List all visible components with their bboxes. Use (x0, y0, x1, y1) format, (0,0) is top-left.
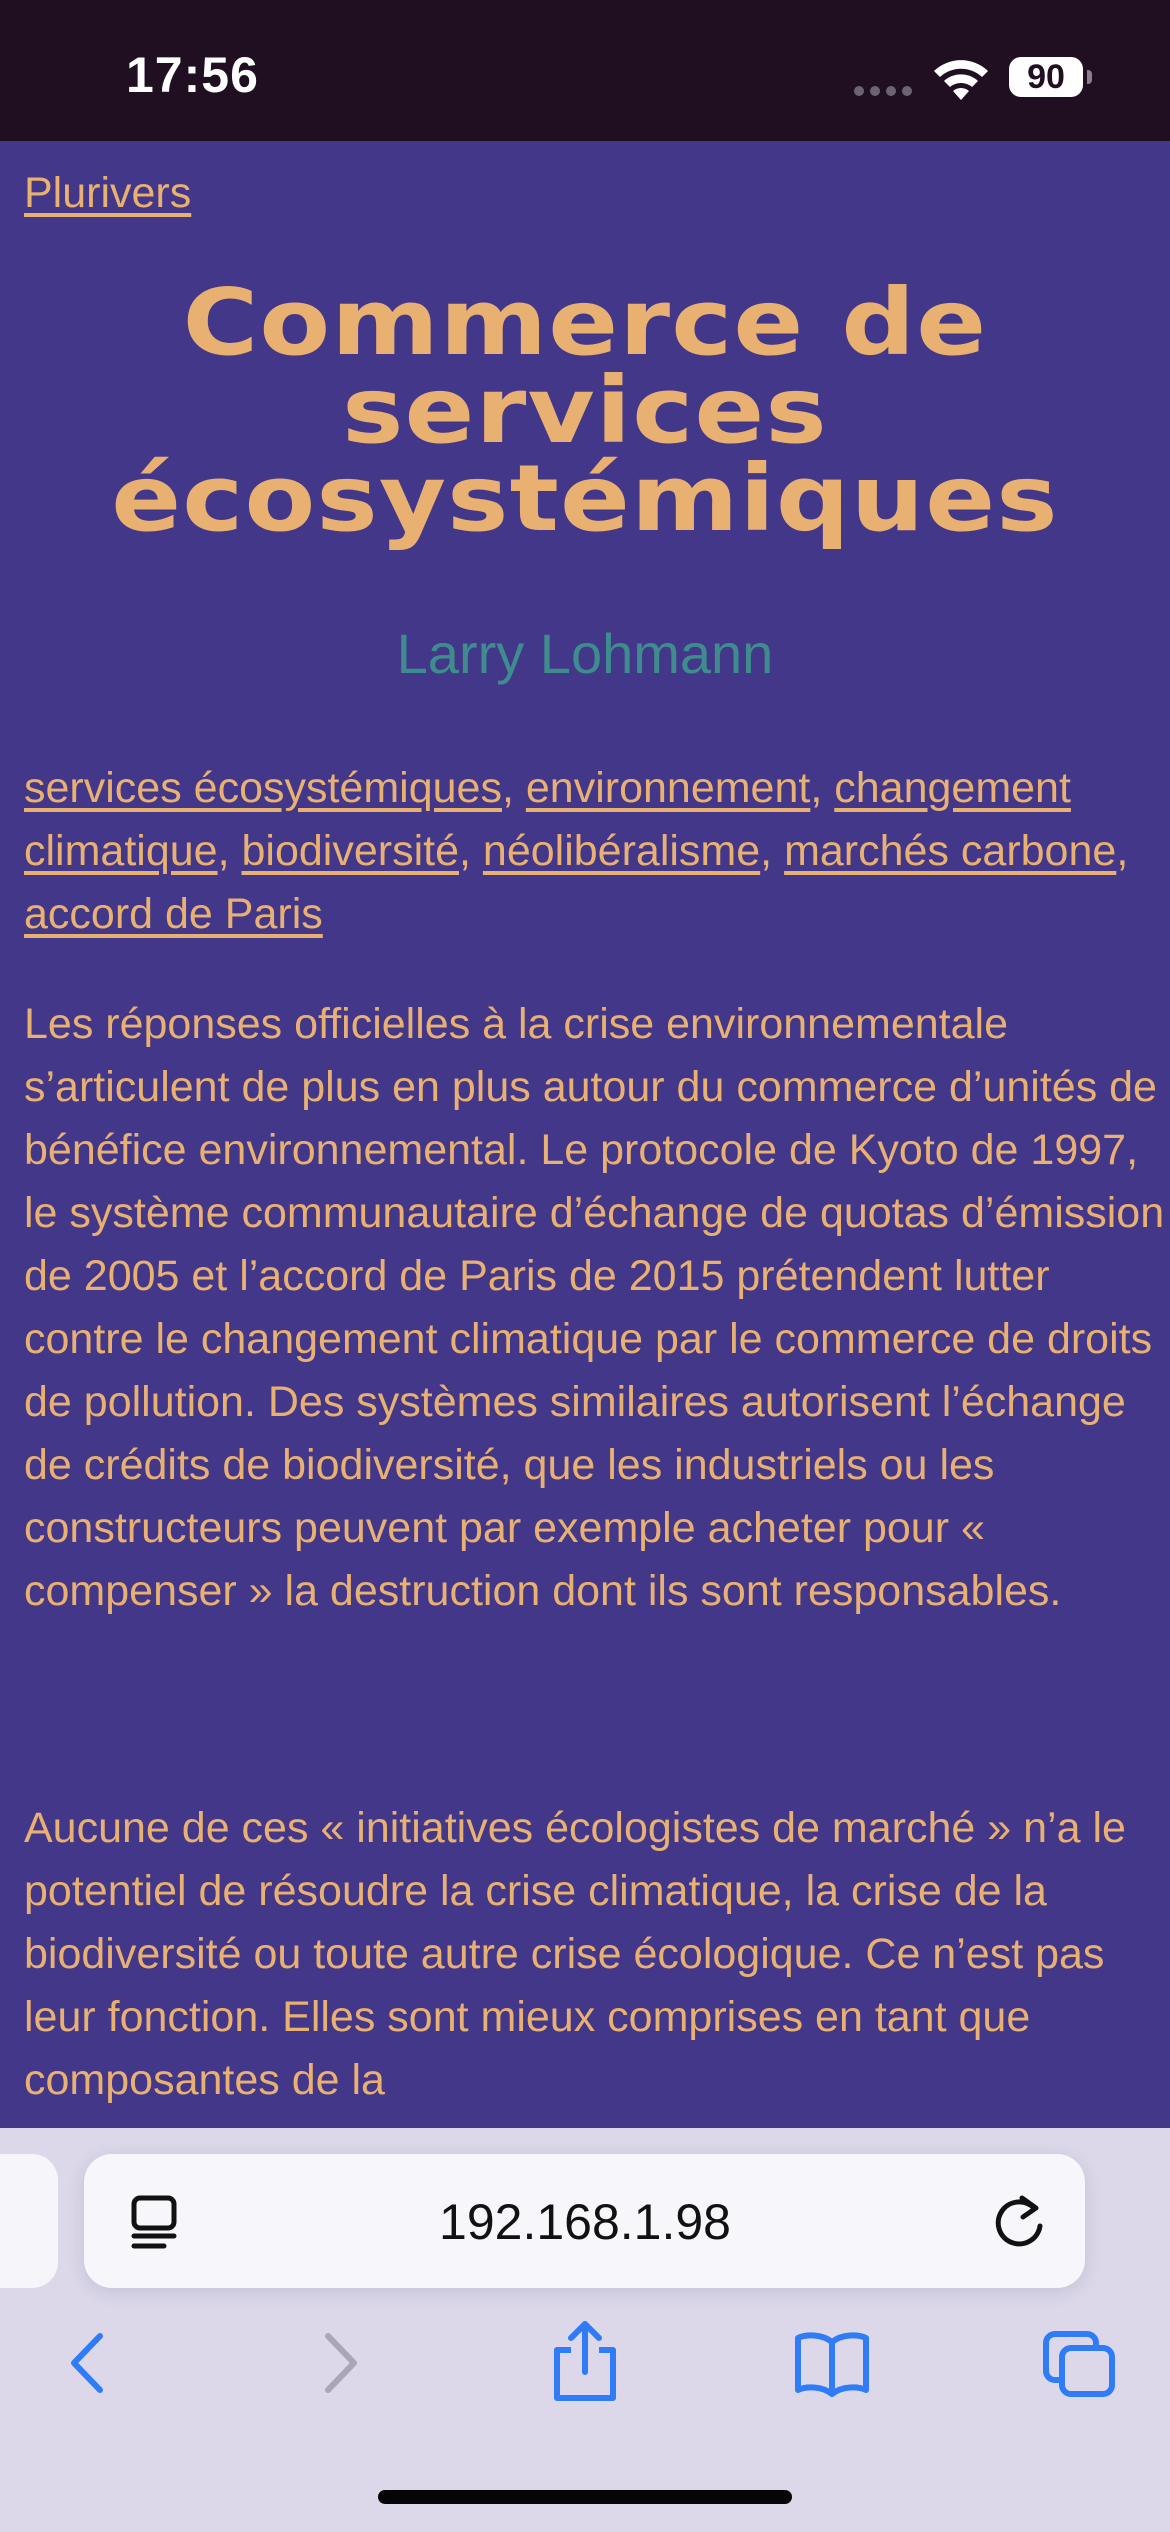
tag-list (24, 757, 1170, 946)
share-icon[interactable] (545, 2318, 625, 2402)
battery-tip (1087, 70, 1092, 84)
battery-icon: 90 (1009, 57, 1083, 97)
site-home-link[interactable]: Plurivers (24, 169, 192, 217)
article-paragraph: Les réponses officielles à la crise environnementale s’articulent de plus en plus autour du commerce d’unités de bénéfice environnemental. Le protocole de Kyoto de 1997, le système communautaire d’échange de quotas d’émission de 2005 et l’accord de Paris de 2015 prétendent lutter contre le changement climatique par le commerce de droits de pollution. Des systèmes similaires autorisent l’échange de crédits de biodiversité, que les industriels ou les constructeurs peuvent par exemple acheter pour « compenser » la destruction dont ils sont responsables. (24, 1000, 1165, 1615)
article-author: Larry Lohmann (396, 622, 774, 685)
tag-separator: , (760, 827, 785, 875)
address-text[interactable]: 192.168.1.98 (439, 2194, 731, 2250)
home-indicator (378, 2490, 792, 2504)
tag-link[interactable]: services écosystémiques (24, 764, 502, 812)
article-paragraph: Aucune de ces « initiatives écologistes de marché » n’a le potentiel de résoudre la crise climatique, la crise de la biodiversité ou toute autre crise écologique. Ce n’est pas leur fonction. Elles sont mieux comprises en tant que composantes de la (24, 1804, 1126, 2104)
tag-link[interactable]: environnement (525, 764, 811, 812)
tag-link[interactable]: accord de Paris (24, 890, 323, 938)
article-title: Commerce de services écosystémiques (111, 269, 1059, 552)
bookmarks-icon[interactable] (792, 2328, 872, 2398)
status-bar (0, 0, 1170, 141)
tabs-icon[interactable] (1040, 2328, 1120, 2398)
tag-link[interactable]: marchés carbone (784, 827, 1117, 875)
previous-tab-preview[interactable] (0, 2154, 58, 2288)
back-icon[interactable] (48, 2328, 128, 2398)
cellular-signal-icon (854, 86, 912, 96)
tag-link[interactable]: biodiversité (241, 827, 459, 875)
tag-separator: , (459, 827, 483, 875)
reload-icon[interactable] (990, 2192, 1048, 2252)
tag-separator: , (217, 827, 242, 875)
tag-separator: , (501, 764, 526, 812)
status-time: 17:56 (126, 47, 259, 103)
tag-link[interactable]: changement climatique (24, 764, 1071, 875)
wifi-icon (930, 56, 992, 100)
page-menu-icon[interactable] (128, 2194, 186, 2250)
forward-icon[interactable] (300, 2328, 380, 2398)
tag-separator: , (810, 764, 835, 812)
tag-link[interactable]: néolibéralisme (482, 827, 761, 875)
tag-separator: , (1116, 827, 1129, 875)
